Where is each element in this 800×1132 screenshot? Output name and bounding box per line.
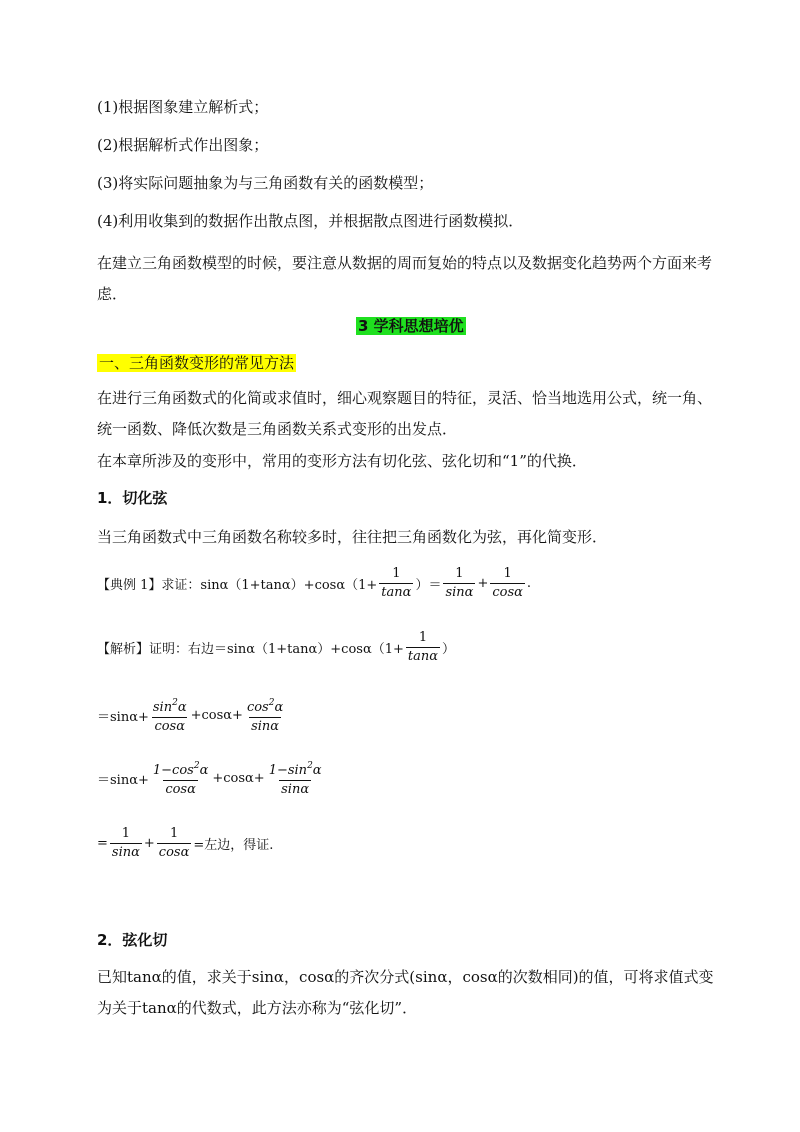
solution-label: 【解析】 — [97, 642, 150, 657]
fraction-cos2-over-sin: $\frac{\cos^2\alpha}{\sin\alpha}$ — [246, 698, 284, 734]
example-prefix: 求证：sinα（1+tanα）+cosα（1+ — [161, 578, 378, 593]
solution-line-1: 【解析】 证明：右边＝sinα（1+tanα）+cosα（1+ $\frac{1}{\tan\alpha}$ ） — [97, 630, 456, 664]
fraction-1-over-sin: $\frac{1}{\sin\alpha}$ — [445, 566, 474, 600]
fraction-1-over-cos: $\frac{1}{\cos\alpha}$ — [492, 566, 523, 600]
intro-paragraph: 在进行三角函数式的化简或求值时，细心观察题目的特征，灵活、恰当地选用公式，统一角、统一函数、降低次数是三角函数关系式变形的出发点． — [97, 389, 713, 438]
method2-title: 2．弦化切 — [97, 931, 168, 949]
modeling-note: 在建立三角函数模型的时候，要注意从数据的周而复始的特点以及数据变化趋势两个方面来考虑． — [97, 254, 713, 303]
method1-title: 1．切化弦 — [97, 489, 168, 507]
fraction-1-over-tan: $\frac{1}{\tan\alpha}$ — [407, 630, 439, 664]
example-1: 【典例 1】 求证：sinα（1+tanα）+cosα（1+ $\frac{1}{\tan\alpha}$ ）＝ $\frac{1}{\sin\alpha}$ + $\frac{1}{\cos\alpha}$ . — [97, 566, 532, 600]
method2-description: 已知tanα的值，求关于sinα，cosα的齐次分式(sinα，cosα的次数相同)的值，可将求值式变为关于tanα的代数式，此方法亦称为“弦化切”． — [97, 968, 714, 1017]
example-label: 【典例 1】 — [97, 578, 162, 593]
solution-line-3: ＝sinα+ $\frac{1-\cos^2\alpha}{\cos\alpha}$ +cosα+ $\frac{1-\sin^2\alpha}{\sin\alpha}$ — [97, 758, 326, 798]
fraction-sin2-over-cos: $\frac{\sin^2\alpha}{\cos\alpha}$ — [152, 698, 187, 734]
step-3: (3)将实际问题抽象为与三角函数有关的函数模型； — [97, 174, 434, 192]
step-4: (4)利用收集到的数据作出散点图，并根据散点图进行函数模拟． — [97, 212, 524, 230]
fraction-1-over-tan: $\frac{1}{\tan\alpha}$ — [381, 566, 412, 600]
section-title: 3 学科思想培优 — [358, 317, 464, 335]
solution-line-4: = $\frac{1}{\sin\alpha}$ + $\frac{1}{\cos\alpha}$ =左边，得证. — [97, 826, 274, 860]
step-1: (1)根据图象建立解析式； — [97, 98, 269, 116]
fraction-1-minus-cos2-over-cos: $\frac{1-\cos^2\alpha}{\cos\alpha}$ — [152, 761, 209, 797]
fraction-1-minus-sin2-over-sin: $\frac{1-\sin^2\alpha}{\sin\alpha}$ — [268, 761, 322, 797]
methods-paragraph: 在本章所涉及的变形中，常用的变形方法有切化弦、弦化切和“1”的代换． — [97, 452, 587, 470]
subsection-title: 一、三角函数变形的常见方法 — [99, 354, 295, 372]
fraction-1-over-sin: $\frac{1}{\sin\alpha}$ — [111, 826, 140, 860]
step-2: (2)根据解析式作出图象； — [97, 136, 269, 154]
fraction-1-over-cos: $\frac{1}{\cos\alpha}$ — [158, 826, 190, 860]
method1-description: 当三角函数式中三角函数名称较多时，往往把三角函数化为弦，再化简变形． — [97, 528, 608, 546]
solution-line-2: ＝sinα+ $\frac{\sin^2\alpha}{\cos\alpha}$ +cosα+ $\frac{\cos^2\alpha}{\sin\alpha}$ — [97, 695, 287, 735]
